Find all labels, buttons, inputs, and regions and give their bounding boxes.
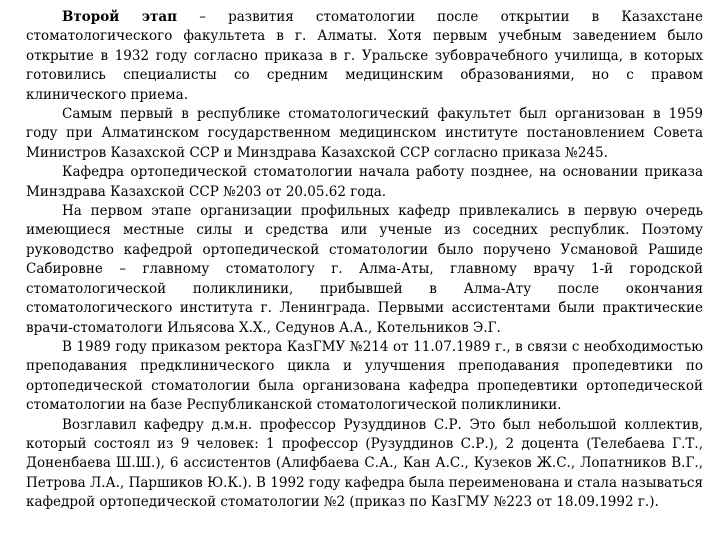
paragraph-lead-bold: Второй этап: [62, 9, 178, 25]
paragraph-text: Кафедра ортопедической стоматологии начала работу позднее, на основании приказа Минздрава Казахской ССР №203 от 20.05.62 года.: [26, 164, 703, 200]
paragraph-text: На первом этапе организации профильных кафедр привлекались в первую очередь имеющиеся местные силы и средства или ученые из соседних республик. Поэтому руководство кафедрой ортопедической стоматологии было поручено Усмановой Рашиде Сабировне – главному стоматологу г. Алма-Аты, главному врачу 1-й городской стоматологической поликлиники, прибывшей в Алма-Ату после окончания стоматологического института г. Ленинграда. Первыми ассистентами были практические врачи-стоматологи Ильясова Х.Х., Седунов А.А., Котельников Э.Г.: [26, 203, 703, 336]
paragraph-faculty-founded: [26, 105, 703, 163]
paragraph-department-start: [26, 163, 703, 202]
paragraph-second-stage: [26, 8, 703, 105]
paragraph-text: Возглавил кафедру д.м.н. профессор Рузуддинов С.Р. Это был небольшой коллектив, который состоял из 9 человек: 1 профессор (Рузуддинов С.Р.), 2 доцента (Телебаева Г.Т., Доненбаева Ш.Ш.), 6 ассистентов (Алифбаева С.А., Кан А.С., Кузеков Ж.С., Лопатников В.Г., Петрова Л.А., Паршиков Ю.К.). В 1992 году кафедра была переименована и стала называться кафедрой ортопедической стоматологии №2 (приказ по КазГМУ №223 от 18.09.1992 г.).: [26, 416, 703, 511]
paragraph-department-staff: [26, 416, 703, 513]
paragraph-1989-order: [26, 338, 703, 416]
paragraph-text: В 1989 году приказом ректора КазГМУ №214 от 11.07.1989 г., в связи с необходимостью преподавания предклинического цикла и улучшения преподавания пропедевтики по ортопедической стоматологии была организована кафедра пропедевтики ортопедической стоматологии на базе Республиканской стоматологической поликлиники.: [26, 338, 703, 414]
paragraph-text: – развития стоматологии после открытии в Казахстане стоматологического факультета в г. Алматы. Хотя первым учебным заведением было открытие в 1932 году согласно приказа в г. Уральске зубоврачебного училища, в которых готовились специалисты со средним медицинским образованиями, но с правом клинического приема.: [26, 9, 703, 103]
document-page: [26, 8, 703, 513]
paragraph-text: Самым первый в республике стоматологический факультет был организован в 1959 году при Алматинском государственном медицинском институте постановлением Совета Министров Казахской ССР и Минздрава Казахской ССР согласно приказа №245.: [26, 106, 703, 161]
paragraph-first-stage-organization: [26, 202, 703, 338]
